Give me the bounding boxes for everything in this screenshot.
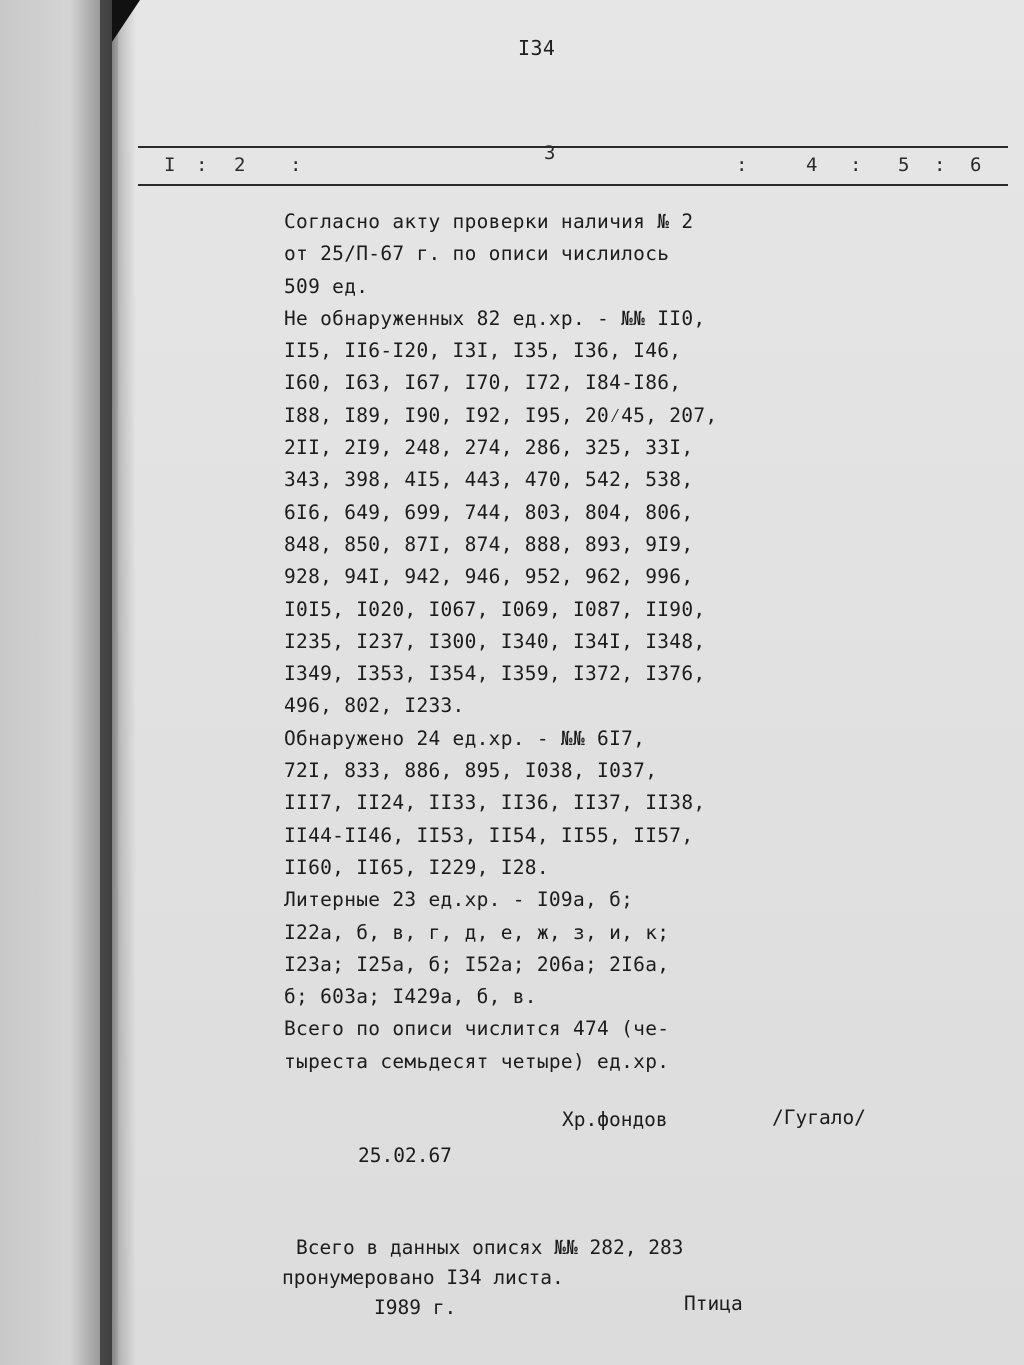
- column-separator: :: [290, 154, 302, 176]
- column-header-table: [138, 140, 1008, 186]
- text-line: Обнаружено 24 ед.хр. - №№ 6I7,: [284, 726, 646, 750]
- text-line: от 25/П-67 г. по описи числилось: [284, 242, 670, 266]
- text-line: Не обнаруженных 82 ед.хр. - №№ II0,: [284, 306, 706, 330]
- column-label: 4: [806, 154, 818, 176]
- header-bottom-rule: [138, 184, 1008, 186]
- text-line: II60, II65, I229, I28.: [284, 855, 549, 879]
- text-line: тыреста семьдесят четыре) ед.хр.: [284, 1049, 670, 1073]
- column-label: 3: [544, 142, 556, 164]
- column-separator: :: [850, 154, 862, 176]
- column-separator: :: [196, 154, 208, 176]
- text-line: 928, 94I, 942, 946, 952, 962, 996,: [284, 565, 694, 589]
- text-line: II44-II46, II53, II54, II55, II57,: [284, 823, 694, 847]
- text-line: 2II, 2I9, 248, 274, 286, 325, 33I,: [284, 436, 694, 460]
- text-line: Согласно акту проверки наличия № 2: [284, 210, 694, 233]
- text-line: б; 603а; I429а, б, в.: [284, 985, 537, 1009]
- signature-position: Хр.фондов: [562, 1108, 668, 1131]
- column-separator: :: [736, 154, 748, 176]
- left-page-edge: [0, 0, 112, 1365]
- signature-date: 25.02.67: [358, 1144, 452, 1167]
- page-number: I34: [518, 36, 556, 60]
- text-line: III7, II24, II33, II36, II37, II38,: [284, 791, 706, 815]
- text-line: I0I5, I020, I067, I069, I087, II90,: [284, 597, 706, 621]
- text-line: 72I, 833, 886, 895, I038, I037,: [284, 759, 658, 783]
- text-line: II5, II6-I20, I3I, I35, I36, I46,: [284, 339, 682, 363]
- text-line: I22а, б, в, г, д, е, ж, з, и, к;: [284, 920, 670, 944]
- text-line: Всего по описи числится 474 (че-: [284, 1017, 670, 1041]
- text-line: 6I6, 649, 699, 744, 803, 804, 806,: [284, 500, 694, 524]
- text-line: I60, I63, I67, I70, I72, I84-I86,: [284, 371, 682, 395]
- signature-name: /Гугало/: [772, 1106, 866, 1129]
- text-line: 343, 398, 4I5, 443, 470, 542, 538,: [284, 468, 694, 492]
- text-line: 509 ед.: [284, 274, 369, 298]
- text-line: Литерные 23 ед.хр. - I09а, б;: [284, 888, 634, 912]
- document-page: [118, 0, 1024, 1365]
- column-label: 5: [898, 154, 910, 176]
- text-line: 496, 802, I233.: [284, 694, 465, 718]
- text-line: I235, I237, I300, I340, I34I, I348,: [284, 629, 706, 653]
- footer-total-line: Всего в данных описях №№ 282, 283: [296, 1236, 684, 1259]
- column-label: I: [164, 154, 176, 176]
- column-label: 2: [234, 154, 246, 176]
- column-label: 6: [970, 154, 982, 176]
- text-line: I23а; I25а, б; I52а; 206а; 2I6а,: [284, 952, 670, 976]
- footer-numbered-line: пронумеровано I34 листа.: [282, 1266, 564, 1289]
- text-line: 848, 850, 87I, 874, 888, 893, 9I9,: [284, 532, 694, 556]
- text-line: I349, I353, I354, I359, I372, I376,: [284, 662, 706, 686]
- footer-signer: Птица: [684, 1292, 743, 1315]
- inventory-text-block: [284, 206, 884, 1078]
- column-separator: :: [934, 154, 946, 176]
- footer-year: I989 г.: [374, 1296, 457, 1319]
- header-top-rule: [138, 146, 1008, 148]
- text-line: I88, I89, I90, I92, I95, 20⁄45, 207,: [284, 403, 718, 427]
- spine-shadow: [100, 0, 136, 1365]
